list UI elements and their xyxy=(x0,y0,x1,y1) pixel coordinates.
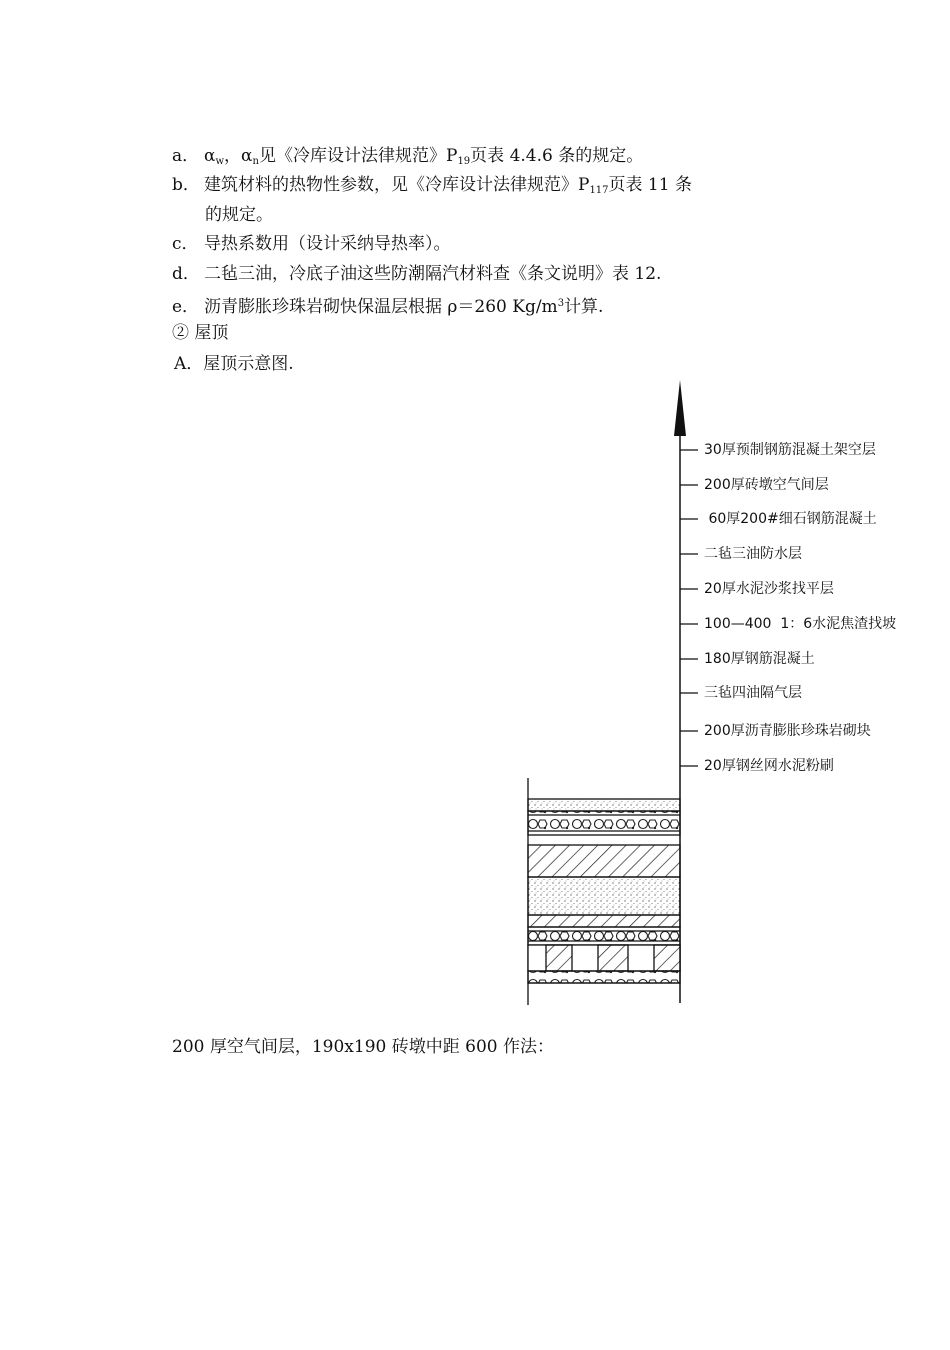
page-ref-117: 117 xyxy=(589,185,609,196)
item-c-marker: c． xyxy=(172,234,199,254)
sub-w: w xyxy=(215,156,225,167)
alpha-n: α xyxy=(241,146,253,166)
item-d-marker: d． xyxy=(172,264,200,284)
item-e-marker: e． xyxy=(172,297,200,317)
section-heading: ② 屋顶 xyxy=(172,323,229,343)
item-e-text1: 沥青膨胀珍珠岩砌快保温层根据 ρ＝260 Kg/m xyxy=(204,297,558,317)
layer-label-9: 200厚沥青膨胀珍珠岩砌块 xyxy=(704,723,871,739)
item-e-text2: 计算. xyxy=(564,297,604,317)
layer-stack xyxy=(528,778,680,1005)
superscript-3: 3 xyxy=(557,298,565,309)
comma: ， xyxy=(224,146,242,166)
page-ref-19: 19 xyxy=(457,156,471,167)
item-b-text2: 页表 11 条 xyxy=(608,175,692,195)
alpha-w: α xyxy=(204,146,216,166)
sub-n: n xyxy=(252,156,259,167)
item-b-marker: b． xyxy=(172,175,200,195)
item-c-text: 导热系数用（设计采纳导热率）。 xyxy=(204,234,451,254)
item-d-text: 二毡三油，冷底子油这些防潮隔汽材料查《条文说明》表 12. xyxy=(204,264,662,284)
layer-label-3: 60厚200#细石钢筋混凝土 xyxy=(704,511,877,527)
layer-label-7: 180厚钢筋混凝土 xyxy=(704,651,815,667)
layer-label-10: 20厚钢丝网水泥粉刷 xyxy=(704,758,834,774)
layer-label-5: 20厚水泥沙浆找平层 xyxy=(704,581,834,597)
layer-label-4: 二毡三油防水层 xyxy=(704,546,802,562)
layer-label-6: 100—400 1：6水泥焦渣找坡 xyxy=(704,616,897,632)
layer-label-8: 三毡四油隔气层 xyxy=(704,685,802,701)
item-a-text2: 页表 4.4.6 条的规定。 xyxy=(470,146,644,166)
section-sub-heading: A．屋顶示意图. xyxy=(174,354,294,374)
footer-text: 200 厚空气间层，190x190 砖墩中距 600 作法： xyxy=(172,1037,554,1057)
layer-label-1: 30厚预制钢筋混凝土架空层 xyxy=(704,442,876,458)
layer-label-2: 200厚砖墩空气间层 xyxy=(704,477,829,493)
item-a-text1: 见《冷库设计法律规范》P xyxy=(258,146,458,166)
item-b-continuation: 的规定。 xyxy=(205,205,273,225)
arrow-head-icon xyxy=(674,380,686,436)
item-b-text1: 建筑材料的热物性参数，见《冷库设计法律规范》P xyxy=(204,175,590,195)
label-ticks xyxy=(680,450,698,766)
item-a-marker: a． xyxy=(172,146,200,166)
